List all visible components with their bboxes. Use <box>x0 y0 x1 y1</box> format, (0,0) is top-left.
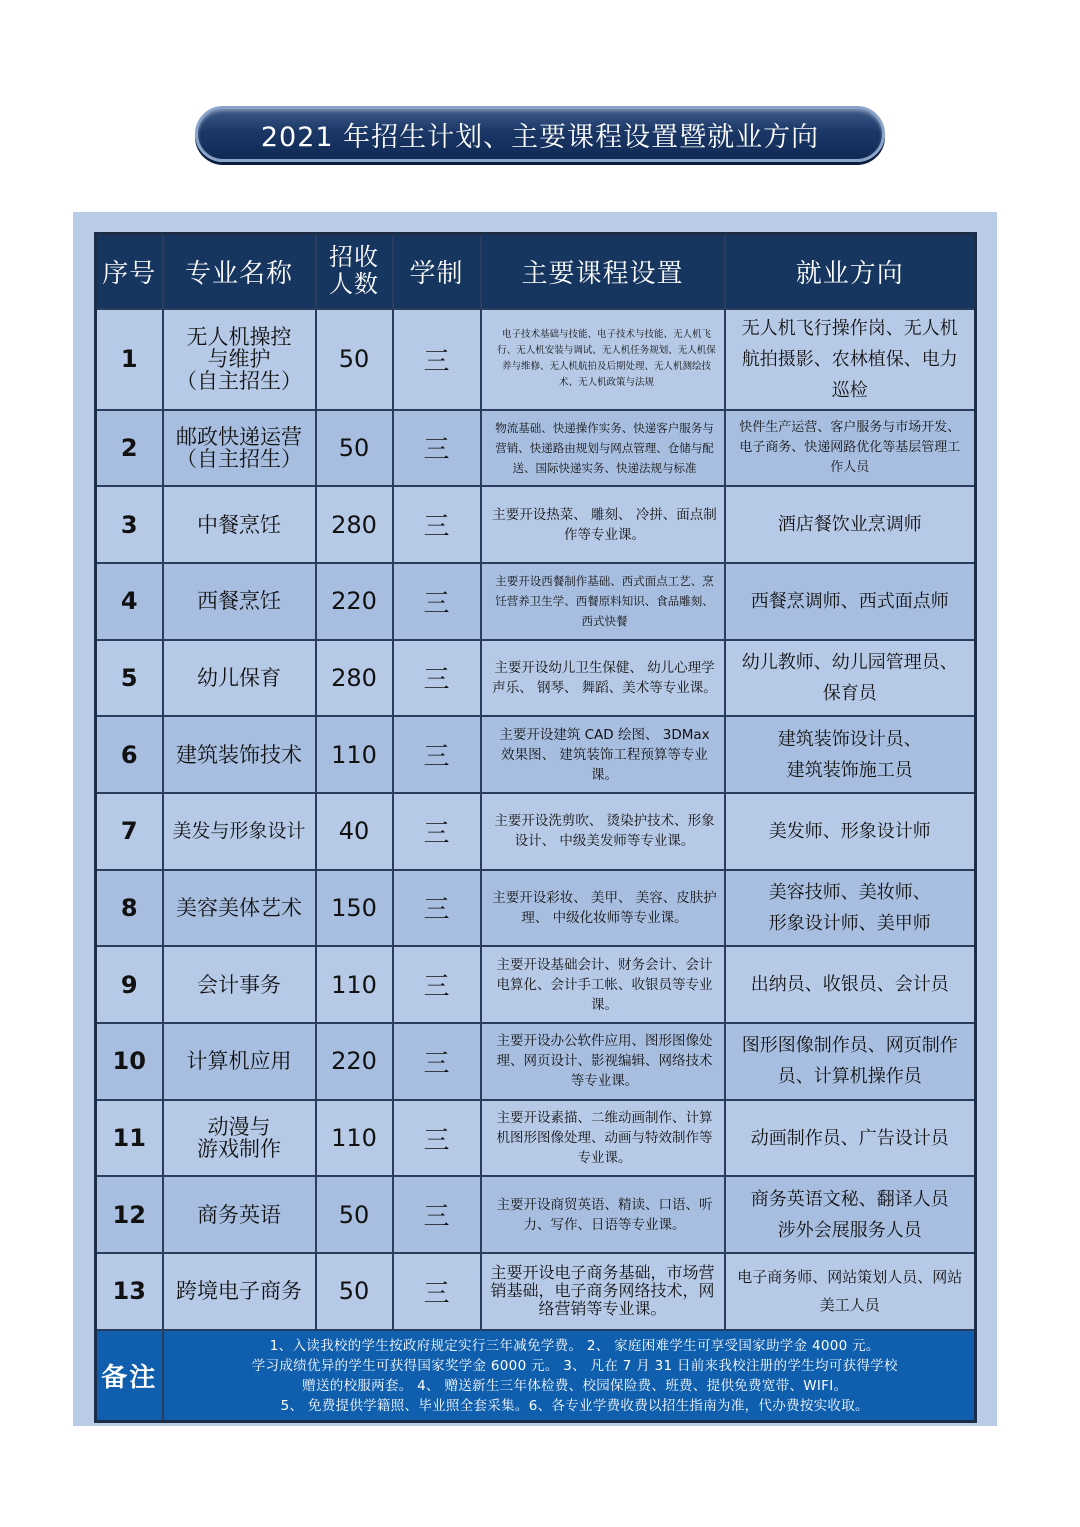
row-jobs: 图形图像制作员、网页制作员、计算机操作员 <box>725 1023 976 1100</box>
row-courses: 主要开设彩妆、 美甲、 美容、皮肤护理、 中级化妆师等专业课。 <box>481 870 725 947</box>
row-number: 2 <box>96 410 163 487</box>
row-major: 计算机应用 <box>163 1023 316 1100</box>
row-courses: 主要开设素描、二维动画制作、计算机图形图像处理、动画与特效制作等专业课。 <box>481 1100 725 1177</box>
row-number: 11 <box>96 1100 163 1177</box>
page-title-banner <box>195 106 885 162</box>
row-enrollment-count: 220 <box>316 563 393 640</box>
table-row <box>96 640 976 717</box>
row-jobs: 出纳员、收银员、会计员 <box>725 946 976 1023</box>
row-courses: 物流基础、快递操作实务、快递客户服务与营销、快递路由规划与网点管理、仓储与配送、国际快递实务、快递法规与标准 <box>481 410 725 487</box>
row-enrollment-count: 150 <box>316 870 393 947</box>
row-major: 建筑装饰技术 <box>163 716 316 793</box>
table-header-row <box>96 234 976 309</box>
notes-line: 5、 免费提供学籍照、毕业照全套采集。6、各专业学费收费以招生指南为准，代办费按实收取。 <box>280 1397 869 1414</box>
row-number: 10 <box>96 1023 163 1100</box>
row-major: 中餐烹饪 <box>163 486 316 563</box>
notes-text <box>163 1330 976 1422</box>
row-courses: 主要开设热菜、 雕刻、 冷拼、面点制作等专业课。 <box>481 486 725 563</box>
row-jobs: 动画制作员、广告设计员 <box>725 1100 976 1177</box>
notes-line: 学习成绩优异的学生可获得国家奖学金 6000 元。 3、 凡在 7 月 31 日前来我校注册的学生均可获得学校 <box>251 1357 898 1374</box>
table-row <box>96 793 976 870</box>
row-number: 1 <box>96 309 163 410</box>
notes-line: 1、入读我校的学生按政府规定实行三年减免学费。 2、 家庭困难学生可享受国家助学金 4000 元。 <box>269 1337 880 1354</box>
row-jobs: 建筑装饰设计员、 建筑装饰施工员 <box>725 716 976 793</box>
row-number: 6 <box>96 716 163 793</box>
row-enrollment-count: 50 <box>316 1176 393 1253</box>
table-row <box>96 1100 976 1177</box>
row-major: 西餐烹饪 <box>163 563 316 640</box>
row-number: 3 <box>96 486 163 563</box>
row-jobs: 商务英语文秘、翻译人员 涉外会展服务人员 <box>725 1176 976 1253</box>
row-enrollment-count: 50 <box>316 1253 393 1330</box>
row-study-length: 三 <box>393 640 481 717</box>
row-number: 5 <box>96 640 163 717</box>
row-courses: 主要开设办公软件应用、图形图像处理、网页设计、影视编辑、网络技术等专业课。 <box>481 1023 725 1100</box>
row-enrollment-count: 110 <box>316 1100 393 1177</box>
row-study-length: 三 <box>393 309 481 410</box>
row-enrollment-count: 40 <box>316 793 393 870</box>
row-jobs: 无人机飞行操作岗、无人机航拍摄影、农林植保、电力巡检 <box>725 309 976 410</box>
row-major: 商务英语 <box>163 1176 316 1253</box>
row-jobs: 快件生产运营、客户服务与市场开发、电子商务、快递网路优化等基层管理工作人员 <box>725 410 976 487</box>
row-major: 动漫与 游戏制作 <box>163 1100 316 1177</box>
row-number: 7 <box>96 793 163 870</box>
row-number: 12 <box>96 1176 163 1253</box>
row-number: 4 <box>96 563 163 640</box>
row-enrollment-count: 50 <box>316 410 393 487</box>
row-jobs: 酒店餐饮业烹调师 <box>725 486 976 563</box>
table-body <box>96 309 976 1330</box>
row-enrollment-count: 110 <box>316 946 393 1023</box>
row-jobs: 幼儿教师、幼儿园管理员、保育员 <box>725 640 976 717</box>
page-title: 2021 年招生计划、主要课程设置暨就业方向 <box>260 121 820 153</box>
row-courses: 主要开设电子商务基础，市场营销基础，电子商务网络技术，网络营销等专业课。 <box>481 1253 725 1330</box>
row-number: 13 <box>96 1253 163 1330</box>
table-row <box>96 563 976 640</box>
row-major: 跨境电子商务 <box>163 1253 316 1330</box>
row-courses: 主要开设建筑 CAD 绘图、 3DMax 效果图、 建筑装饰工程预算等专业课。 <box>481 716 725 793</box>
row-courses: 主要开设基础会计、财务会计、会计电算化、会计手工帐、收银员等专业课。 <box>481 946 725 1023</box>
row-enrollment-count: 110 <box>316 716 393 793</box>
table-row <box>96 309 976 410</box>
enrollment-plan-table <box>94 232 977 1423</box>
table-row <box>96 870 976 947</box>
row-major: 美发与形象设计 <box>163 793 316 870</box>
table-row <box>96 1253 976 1330</box>
row-enrollment-count: 220 <box>316 1023 393 1100</box>
row-courses: 电子技术基础与技能、电子技术与技能、无人机飞行、无人机安装与调试、无人机任务规划、无人机保养与维修、无人机航拍及后期处理、无人机测绘技术、无人机政策与法规 <box>481 309 725 410</box>
row-study-length: 三 <box>393 563 481 640</box>
row-study-length: 三 <box>393 486 481 563</box>
row-major: 会计事务 <box>163 946 316 1023</box>
row-study-length: 三 <box>393 716 481 793</box>
row-courses: 主要开设洗剪吹、 烫染护技术、形象设计、 中级美发师等专业课。 <box>481 793 725 870</box>
header-length: 学制 <box>393 234 481 309</box>
row-study-length: 三 <box>393 870 481 947</box>
header-major: 专业名称 <box>163 234 316 309</box>
row-major: 幼儿保育 <box>163 640 316 717</box>
header-count-line1: 招收 <box>329 243 379 272</box>
row-number: 9 <box>96 946 163 1023</box>
row-enrollment-count: 280 <box>316 486 393 563</box>
row-number: 8 <box>96 870 163 947</box>
table-row <box>96 486 976 563</box>
row-major: 无人机操控 与维护 （自主招生） <box>163 309 316 410</box>
table-row <box>96 1023 976 1100</box>
table-row <box>96 410 976 487</box>
row-study-length: 三 <box>393 1176 481 1253</box>
row-study-length: 三 <box>393 1023 481 1100</box>
row-study-length: 三 <box>393 410 481 487</box>
table-row <box>96 946 976 1023</box>
row-major: 邮政快递运营 （自主招生） <box>163 410 316 487</box>
table-row <box>96 1176 976 1253</box>
row-courses: 主要开设商贸英语、精读、口语、听力、写作、日语等专业课。 <box>481 1176 725 1253</box>
row-jobs: 美发师、形象设计师 <box>725 793 976 870</box>
row-courses: 主要开设幼儿卫生保健、 幼儿心理学声乐、 钢琴、 舞蹈、美术等专业课。 <box>481 640 725 717</box>
row-major: 美容美体艺术 <box>163 870 316 947</box>
notes-label: 备注 <box>96 1330 163 1422</box>
notes-row <box>96 1330 976 1422</box>
header-count-line2: 人数 <box>329 270 379 299</box>
row-enrollment-count: 280 <box>316 640 393 717</box>
row-jobs: 电子商务师、网站策划人员、网站美工人员 <box>725 1253 976 1330</box>
table-row <box>96 716 976 793</box>
row-study-length: 三 <box>393 946 481 1023</box>
header-no: 序号 <box>96 234 163 309</box>
header-count <box>316 234 393 309</box>
row-jobs: 美容技师、美妆师、 形象设计师、美甲师 <box>725 870 976 947</box>
notes-line: 赠送的校服两套。 4、 赠送新生三年体检费、校园保险费、班费、提供免费宽带、WIFI。 <box>302 1377 848 1394</box>
row-study-length: 三 <box>393 1100 481 1177</box>
row-courses: 主要开设西餐制作基础、西式面点工艺、烹饪营养卫生学、西餐原料知识、食品雕刻、西式快餐 <box>481 563 725 640</box>
row-study-length: 三 <box>393 793 481 870</box>
row-jobs: 西餐烹调师、西式面点师 <box>725 563 976 640</box>
row-study-length: 三 <box>393 1253 481 1330</box>
header-courses: 主要课程设置 <box>481 234 725 309</box>
row-enrollment-count: 50 <box>316 309 393 410</box>
header-jobs: 就业方向 <box>725 234 976 309</box>
